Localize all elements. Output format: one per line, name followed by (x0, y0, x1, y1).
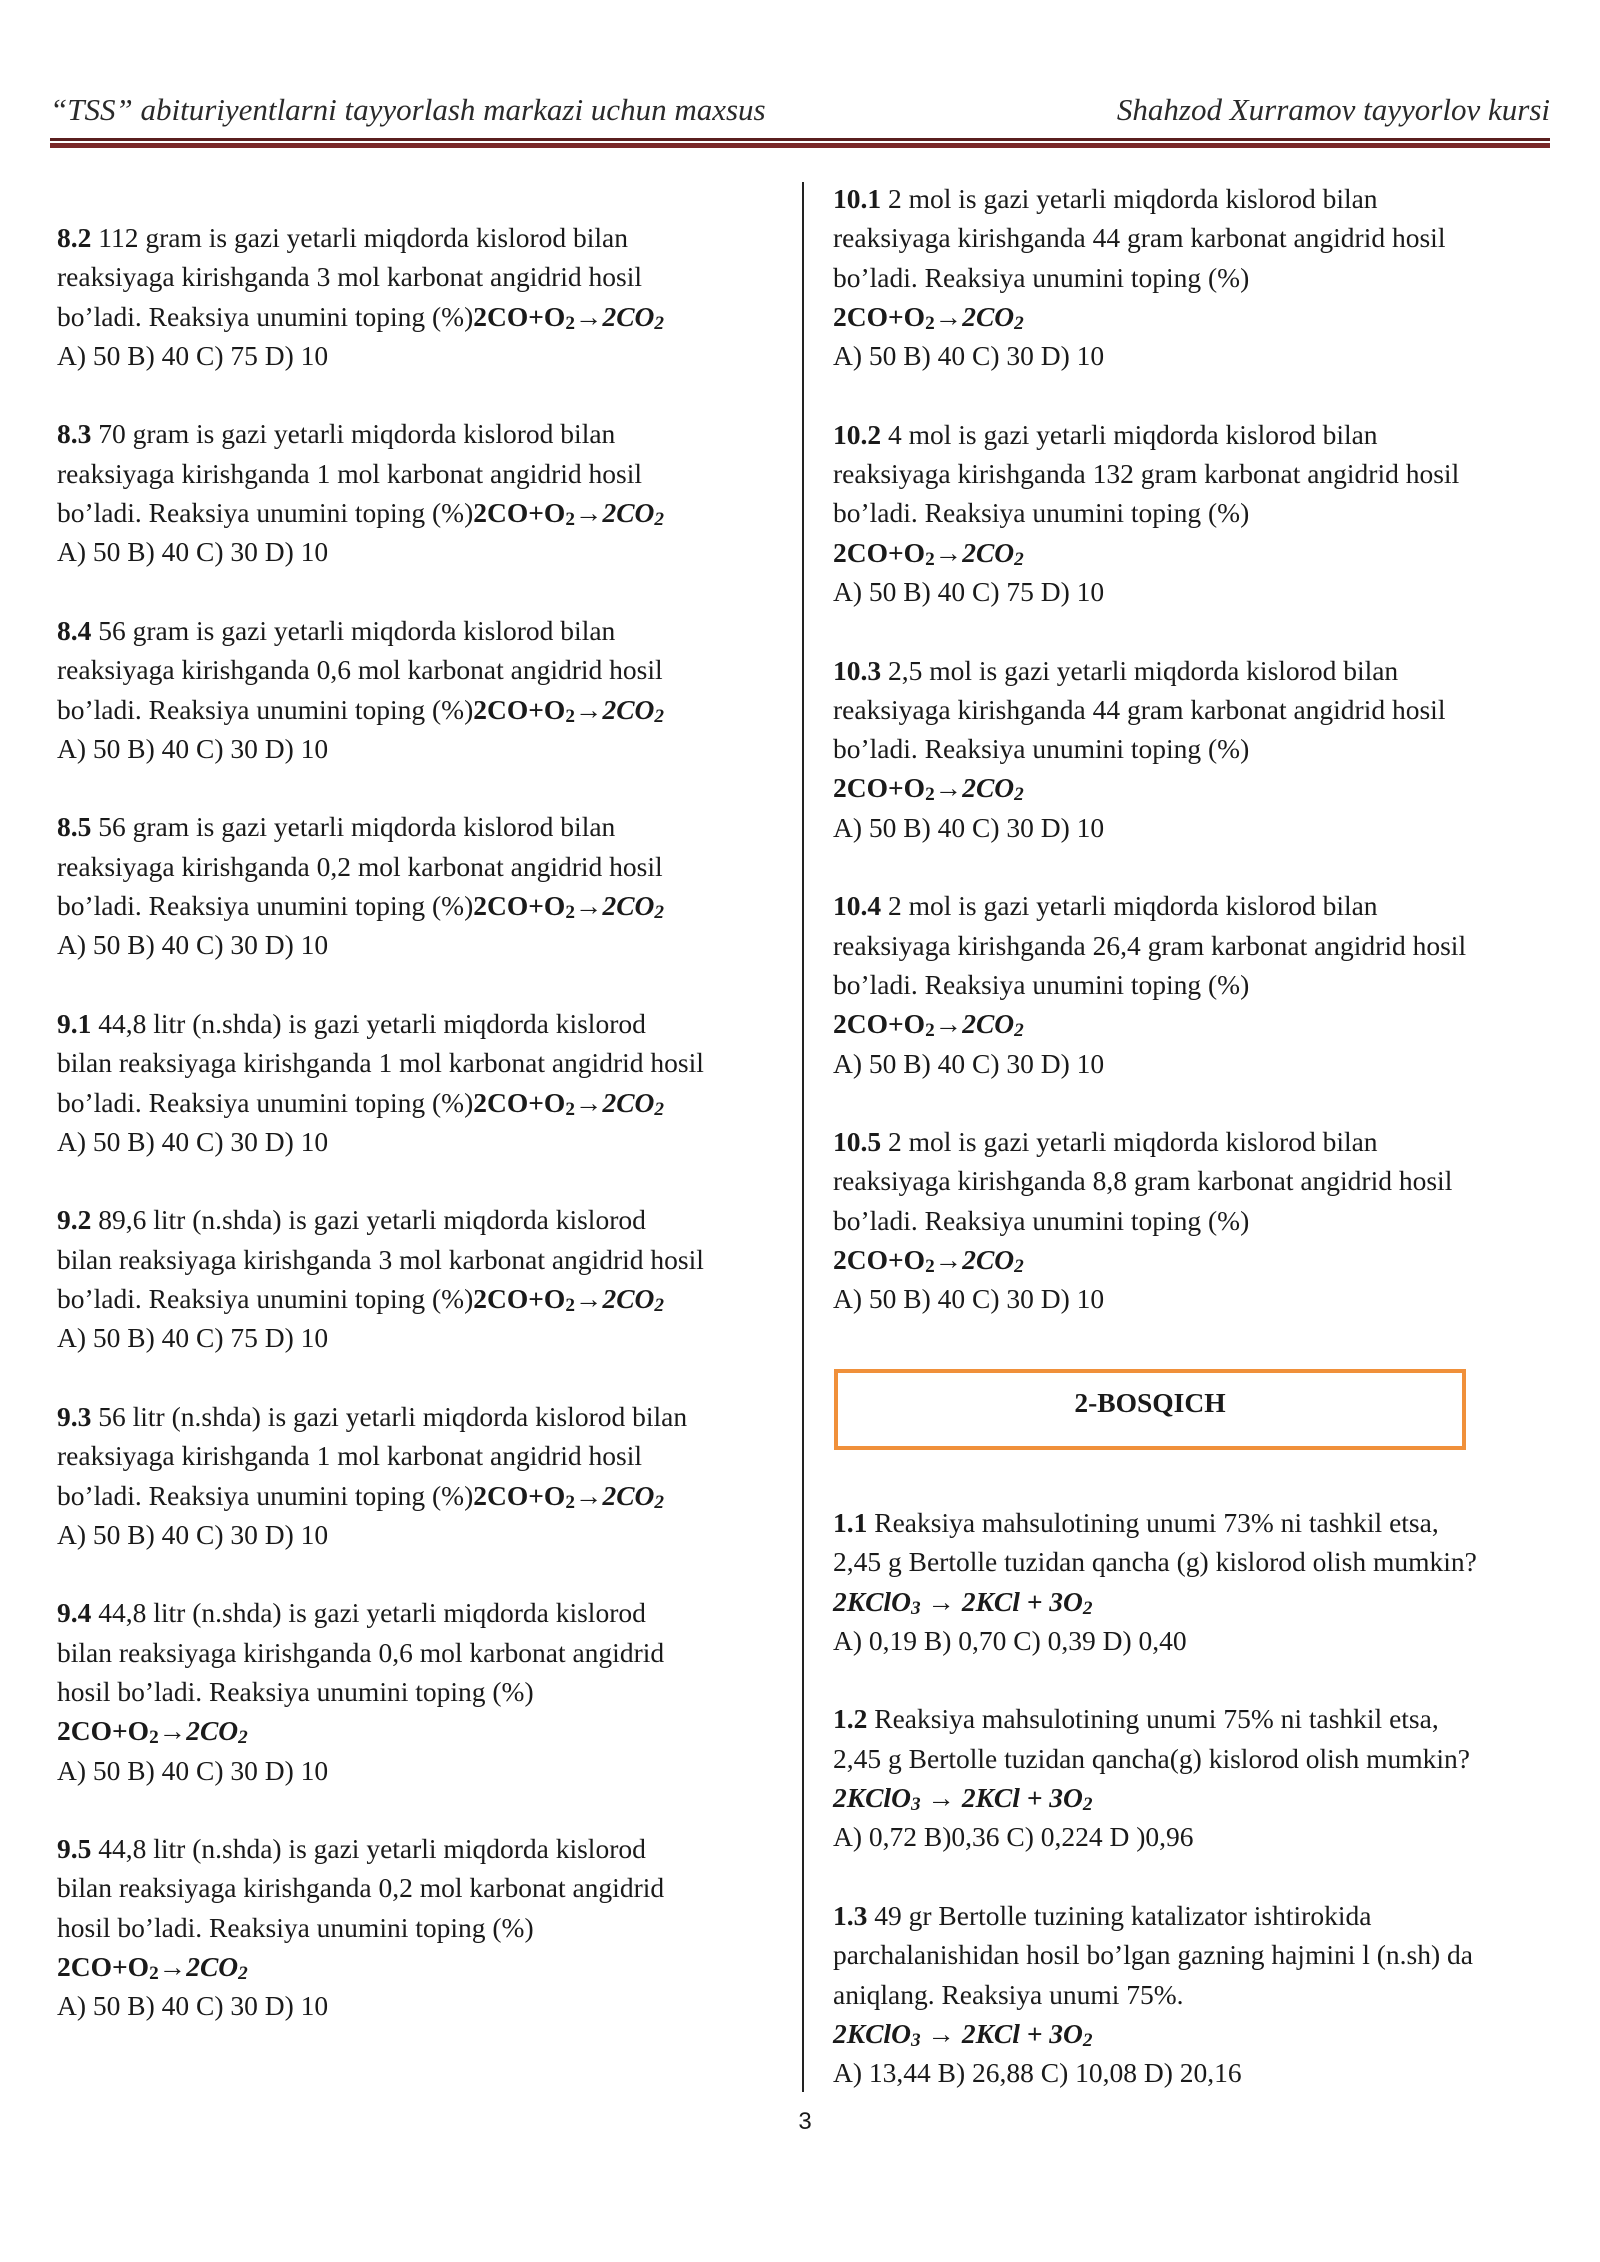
question-text: bo’ladi. Reaksiya unumini toping (%) (57, 300, 474, 332)
equation-line (833, 533, 1553, 572)
equation-rhs: →2CO (934, 1244, 1015, 1276)
header-rule-thin (50, 138, 1550, 141)
equation-rhs-group (575, 890, 664, 921)
equation-rhs-group (159, 1951, 248, 1982)
question-line (833, 1503, 1553, 1542)
equation-lhs: 2CO+O (833, 1008, 926, 1040)
answer-options: A) 50 B) 40 C) 30 D) 10 (833, 1283, 1105, 1315)
question-number: 9.4 (57, 1597, 92, 1629)
question-line (57, 1476, 787, 1515)
question-text: reaksiyaga kirishganda 3 mol karbonat angidrid hosil (57, 261, 642, 293)
question-number: 10.3 (833, 654, 882, 686)
question-text: bo’ladi. Reaksiya unumini toping (%) (833, 968, 1250, 1000)
equation-rhs-group (575, 1283, 664, 1314)
equation-kclo3-group (833, 2018, 1093, 2049)
question-number: 9.2 (57, 1204, 92, 1236)
question-line (833, 1739, 1553, 1778)
equation-rhs: → 2KCl + 3O (920, 2017, 1083, 2049)
question-text: reaksiyaga kirishganda 44 gram karbonat angidrid hosil (833, 222, 1446, 254)
question-text: bilan reaksiyaga kirishganda 1 mol karbonat angidrid hosil (57, 1047, 704, 1079)
equation-sub: 2 (654, 901, 665, 923)
question-text: 2 mol is gazi yetarli miqdorda kislorod bilan (888, 890, 1378, 922)
equation-co (57, 1715, 248, 1749)
equation-lhs: 2CO+O (57, 1715, 150, 1747)
question-item (833, 179, 1553, 375)
equation-co (473, 497, 664, 528)
answer-options: A) 50 B) 40 C) 30 D) 10 (57, 1518, 329, 1550)
equation-sub: 2 (654, 1491, 665, 1513)
question-line (57, 1200, 787, 1239)
equation-lhs: 2CO+O (833, 1244, 926, 1276)
question-line (833, 690, 1553, 729)
equation-sub: 3 (910, 1793, 921, 1815)
equation-line (833, 1778, 1553, 1817)
answer-options: A) 50 B) 40 C) 30 D) 10 (833, 1047, 1105, 1079)
question-line (57, 1593, 787, 1632)
question-number: 1.2 (833, 1703, 868, 1735)
equation-rhs: →2CO (934, 300, 1015, 332)
equation-co (833, 772, 1024, 806)
question-text: reaksiyaga kirishganda 26,4 gram karbonat angidrid hosil (833, 929, 1467, 961)
equation-line (833, 1240, 1553, 1279)
equation-sub: 2 (1082, 1597, 1093, 1619)
question-item (57, 218, 787, 375)
question-line (57, 1397, 787, 1436)
question-line (57, 414, 787, 453)
question-text: 44,8 litr (n.shda) is gazi yetarli miqdorda kislorod (98, 1007, 646, 1039)
equation-co (473, 1283, 664, 1314)
question-text: 49 gr Bertolle tuzining katalizator ishtirokida (874, 1899, 1372, 1931)
question-line (57, 257, 787, 296)
question-text: reaksiyaga kirishganda 0,2 mol karbonat angidrid hosil (57, 850, 663, 882)
equation-line (57, 1947, 787, 1986)
question-line (57, 454, 787, 493)
equation-rhs: →2CO (574, 300, 655, 332)
question-line (57, 1868, 787, 1907)
question-text: bo’ladi. Reaksiya unumini toping (%) (57, 1283, 474, 1315)
question-text: 2 mol is gazi yetarli miqdorda kislorod bilan (888, 1126, 1378, 1158)
question-line (57, 1908, 787, 1947)
equation-sub: 2 (925, 312, 935, 334)
equation-rhs: →2CO (574, 693, 655, 725)
question-item (833, 1699, 1553, 1856)
question-number: 1.1 (833, 1507, 868, 1538)
equation-sub: 3 (910, 1597, 921, 1619)
equation-rhs: →2CO (934, 772, 1015, 804)
answer-options: A) 0,72 B)0,36 C) 0,224 D )0,96 (833, 1821, 1194, 1853)
equation-lhs: 2KClO (833, 2017, 911, 2049)
question-line (833, 1542, 1553, 1581)
question-line (833, 454, 1553, 493)
equation-rhs: →2CO (934, 1008, 1015, 1040)
question-text: 70 gram is gazi yetarli miqdorda kislorod bilan (98, 418, 616, 450)
question-text: bo’ladi. Reaksiya unumini toping (%) (57, 693, 474, 725)
question-line (833, 729, 1553, 768)
equation-co (473, 301, 664, 332)
question-text: bo’ladi. Reaksiya unumini toping (%) (833, 497, 1250, 529)
equation-sub: 2 (925, 548, 935, 570)
equation-rhs: →2CO (574, 1283, 655, 1315)
stage-title: 2-BOSQICH (1074, 1387, 1226, 1418)
stage-questions (833, 1503, 1553, 2132)
question-line (833, 1935, 1553, 1974)
question-line (57, 650, 787, 689)
equation-kclo3 (833, 2018, 1093, 2049)
question-text: Reaksiya mahsulotining unumi 75% ni tashkil etsa, (874, 1703, 1439, 1735)
question-item (57, 807, 787, 964)
answer-options: A) 50 B) 40 C) 30 D) 10 (57, 1990, 329, 2022)
question-item (833, 1896, 1553, 2092)
question-item (57, 1593, 787, 1789)
equation-co (833, 1008, 1024, 1042)
equation-rhs-group (935, 1244, 1024, 1275)
question-number: 10.5 (833, 1126, 882, 1158)
equation-kclo3 (833, 1586, 1093, 1617)
question-text: 56 litr (n.shda) is gazi yetarli miqdorda kislorod bilan (98, 1400, 688, 1432)
question-number: 10.1 (833, 183, 882, 214)
question-line (57, 807, 787, 846)
question-text: 44,8 litr (n.shda) is gazi yetarli miqdorda kislorod (98, 1833, 646, 1865)
question-text: 2,45 g Bertolle tuzidan qancha (g) kislorod olish mumkin? (833, 1546, 1477, 1578)
question-text: 56 gram is gazi yetarli miqdorda kislorod bilan (98, 614, 616, 646)
equation-lhs: 2CO+O (473, 300, 566, 332)
question-line (833, 218, 1553, 257)
equation-sub: 2 (1014, 1020, 1024, 1042)
question-line (833, 965, 1553, 1004)
question-text: 2,45 g Bertolle tuzidan qancha(g) kislorod olish mumkin? (833, 1742, 1470, 1774)
stage-title-box (834, 1369, 1466, 1450)
question-text: bo’ladi. Reaksiya unumini toping (%) (833, 261, 1250, 293)
answer-options: A) 50 B) 40 C) 30 D) 10 (57, 1125, 329, 1157)
question-line (57, 1083, 787, 1122)
question-text: bilan reaksiyaga kirishganda 0,2 mol karbonat angidrid (57, 1872, 665, 1904)
equation-lhs: 2CO+O (473, 890, 566, 922)
equation-rhs: →2CO (574, 1479, 655, 1511)
question-text: 2,5 mol is gazi yetarli miqdorda kislorod bilan (888, 654, 1399, 686)
question-line (57, 1043, 787, 1082)
question-text: reaksiyaga kirishganda 1 mol karbonat angidrid hosil (57, 1440, 642, 1472)
question-line (833, 1122, 1553, 1161)
equation-kclo3-group (833, 1586, 1093, 1617)
equation-sub: 2 (654, 508, 665, 530)
equation-sub: 2 (1014, 1255, 1024, 1277)
question-item (57, 414, 787, 571)
question-number: 8.3 (57, 418, 92, 450)
question-line (833, 651, 1553, 690)
question-line (57, 1633, 787, 1672)
equation-rhs-group (935, 537, 1024, 568)
equation-sub: 2 (565, 1098, 575, 1120)
question-text: Reaksiya mahsulotining unumi 73% ni tashkil etsa, (874, 1507, 1439, 1538)
equation-sub: 2 (565, 705, 575, 727)
question-line (833, 415, 1553, 454)
question-text: bilan reaksiyaga kirishganda 3 mol karbonat angidrid hosil (57, 1243, 704, 1275)
left-column (57, 218, 787, 2065)
question-text: bo’ladi. Reaksiya unumini toping (%) (833, 1204, 1250, 1236)
question-text: hosil bo’ladi. Reaksiya unumini toping (%) (57, 1911, 534, 1943)
question-text: bilan reaksiyaga kirishganda 0,6 mol karbonat angidrid (57, 1636, 665, 1668)
equation-co (833, 537, 1024, 568)
equation-sub: 2 (565, 1491, 575, 1513)
equation-lhs: 2CO+O (833, 772, 926, 804)
question-line (833, 1699, 1553, 1738)
equation-sub: 2 (654, 1294, 665, 1316)
column-divider (802, 182, 804, 2092)
question-text: 56 gram is gazi yetarli miqdorda kislorod bilan (98, 811, 616, 843)
question-line (833, 926, 1553, 965)
question-item (833, 1122, 1553, 1318)
equation-rhs-group (934, 772, 1024, 806)
question-text: 4 mol is gazi yetarli miqdorda kislorod bilan (888, 418, 1378, 450)
header-rule-thick (50, 143, 1550, 148)
answer-options: A) 0,19 B) 0,70 C) 0,39 D) 0,40 (833, 1624, 1187, 1656)
equation-sub: 2 (565, 312, 575, 334)
question-item (57, 1829, 787, 2025)
question-item (57, 611, 787, 768)
equation-sub: 2 (238, 1727, 248, 1749)
equation-sub: 2 (1014, 784, 1024, 806)
question-line (57, 1436, 787, 1475)
question-line (833, 886, 1553, 925)
question-line (833, 1161, 1553, 1200)
equation-co (833, 301, 1024, 332)
question-number: 8.4 (57, 614, 92, 646)
equation-sub: 2 (654, 1098, 665, 1120)
page-header (50, 92, 1550, 138)
question-line (57, 690, 787, 729)
question-line (57, 493, 787, 532)
equation-kclo3-group (833, 1782, 1093, 1813)
answer-options: A) 50 B) 40 C) 30 D) 10 (833, 811, 1105, 843)
equation-rhs: → 2KCl + 3O (920, 1782, 1083, 1814)
equation-sub: 2 (654, 705, 665, 727)
question-line (833, 1975, 1553, 2014)
equation-sub: 2 (925, 1020, 935, 1042)
question-line (57, 297, 787, 336)
question-text: bo’ladi. Reaksiya unumini toping (%) (57, 890, 474, 922)
answer-options: A) 50 B) 40 C) 30 D) 10 (57, 536, 329, 568)
equation-co (473, 1087, 664, 1118)
question-text: bo’ladi. Reaksiya unumini toping (%) (57, 497, 474, 529)
question-text: bo’ladi. Reaksiya unumini toping (%) (57, 1479, 474, 1511)
equation-rhs-group (158, 1715, 248, 1749)
question-line (833, 493, 1553, 532)
question-item (57, 1397, 787, 1554)
equation-rhs: →2CO (158, 1951, 239, 1983)
question-text: 89,6 litr (n.shda) is gazi yetarli miqdorda kislorod (98, 1204, 646, 1236)
equation-sub: 2 (1082, 1793, 1093, 1815)
equation-sub: 3 (910, 2029, 921, 2051)
answer-options: A) 50 B) 40 C) 75 D) 10 (833, 575, 1105, 607)
equation-lhs: 2KClO (833, 1782, 911, 1814)
equation-rhs: →2CO (574, 497, 655, 529)
question-line (833, 179, 1553, 218)
question-number: 1.3 (833, 1899, 868, 1931)
equation-lhs: 2CO+O (473, 1086, 566, 1118)
equation-co (473, 890, 664, 921)
equation-rhs: →2CO (934, 536, 1015, 568)
question-text: reaksiyaga kirishganda 8,8 gram karbonat angidrid hosil (833, 1165, 1453, 1197)
question-line (57, 847, 787, 886)
equation-rhs-group (575, 1480, 664, 1511)
question-line (57, 611, 787, 650)
question-line (57, 1829, 787, 1868)
equation-lhs: 2CO+O (473, 497, 566, 529)
question-text: reaksiyaga kirishganda 44 gram karbonat angidrid hosil (833, 693, 1446, 725)
question-line (57, 886, 787, 925)
question-number: 9.5 (57, 1833, 92, 1865)
question-number: 10.2 (833, 418, 882, 450)
answer-options: A) 50 B) 40 C) 30 D) 10 (57, 732, 329, 764)
equation-sub: 2 (654, 312, 665, 334)
answer-options: A) 13,44 B) 26,88 C) 10,08 D) 20,16 (833, 2057, 1242, 2089)
equation-sub: 2 (149, 1727, 159, 1749)
question-line (57, 218, 787, 257)
question-text: reaksiyaga kirishganda 0,6 mol karbonat angidrid hosil (57, 654, 663, 686)
equation-lhs: 2CO+O (473, 693, 566, 725)
question-line (57, 1004, 787, 1043)
equation-co (473, 1480, 664, 1511)
equation-rhs: →2CO (574, 1086, 655, 1118)
question-number: 10.4 (833, 890, 882, 922)
equation-sub: 2 (1082, 2029, 1093, 2051)
question-line (57, 1240, 787, 1279)
equation-rhs-group (935, 301, 1024, 332)
question-number: 9.1 (57, 1007, 92, 1039)
question-item (833, 1503, 1553, 1660)
equation-rhs-group (575, 1087, 664, 1118)
question-line (57, 1672, 787, 1711)
equation-lhs: 2CO+O (833, 300, 926, 332)
equation-rhs: →2CO (574, 890, 655, 922)
equation-sub: 2 (565, 508, 575, 530)
equation-lhs: 2CO+O (473, 1479, 566, 1511)
question-text: reaksiyaga kirishganda 132 gram karbonat angidrid hosil (833, 458, 1460, 490)
equation-lhs: 2CO+O (57, 1951, 150, 1983)
header-right-title: Shahzod Xurramov tayyorlov kursi (1116, 92, 1550, 127)
question-text: hosil bo’ladi. Reaksiya unumini toping (%) (57, 1675, 534, 1707)
equation-sub: 2 (1014, 548, 1024, 570)
answer-options: A) 50 B) 40 C) 30 D) 10 (57, 929, 329, 961)
equation-rhs-group (575, 694, 664, 725)
equation-sub: 2 (149, 1962, 159, 1984)
equation-lhs: 2CO+O (473, 1283, 566, 1315)
question-item (57, 1004, 787, 1161)
answer-options: A) 50 B) 40 C) 30 D) 10 (833, 340, 1105, 372)
question-number: 8.2 (57, 222, 92, 253)
equation-line (833, 768, 1553, 807)
question-text: 2 mol is gazi yetarli miqdorda kislorod bilan (888, 183, 1378, 214)
answer-options: A) 50 B) 40 C) 75 D) 10 (57, 1322, 329, 1354)
question-line (833, 258, 1553, 297)
question-text: aniqlang. Reaksiya unumi 75%. (833, 1978, 1184, 2010)
question-line (833, 1201, 1553, 1240)
question-line (833, 1896, 1553, 1935)
question-item (833, 886, 1553, 1082)
equation-rhs: →2CO (158, 1715, 239, 1747)
equation-co (57, 1951, 248, 1982)
equation-line (833, 297, 1553, 336)
question-number: 8.5 (57, 811, 92, 843)
page-number: 3 (798, 2108, 812, 2135)
equation-co (473, 694, 664, 725)
equation-lhs: 2CO+O (833, 536, 926, 568)
equation-sub: 2 (1014, 312, 1024, 334)
question-text: bo’ladi. Reaksiya unumini toping (%) (833, 733, 1250, 765)
answer-options: A) 50 B) 40 C) 75 D) 10 (57, 339, 329, 371)
equation-rhs: → 2KCl + 3O (920, 1585, 1083, 1617)
equation-sub: 2 (565, 901, 575, 923)
equation-kclo3 (833, 1782, 1093, 1813)
equation-lhs: 2KClO (833, 1585, 911, 1617)
equation-line (57, 1711, 787, 1750)
equation-sub: 2 (925, 1255, 935, 1277)
right-column (833, 179, 1553, 1358)
question-number: 9.3 (57, 1400, 92, 1432)
question-item (57, 1200, 787, 1357)
equation-line (833, 2014, 1553, 2053)
question-item (833, 651, 1553, 847)
equation-line (833, 1582, 1553, 1621)
question-text: bo’ladi. Reaksiya unumini toping (%) (57, 1086, 474, 1118)
equation-sub: 2 (565, 1294, 575, 1316)
equation-line (833, 1004, 1553, 1043)
equation-rhs-group (934, 1008, 1024, 1042)
equation-sub: 2 (238, 1962, 248, 1984)
question-line (57, 1279, 787, 1318)
answer-options: A) 50 B) 40 C) 30 D) 10 (57, 1754, 329, 1786)
question-text: 112 gram is gazi yetarli miqdorda kislorod bilan (98, 222, 629, 253)
equation-rhs-group (575, 301, 664, 332)
equation-co (833, 1244, 1024, 1275)
header-left-title: “TSS” abituriyentlarni tayyorlash markazi uchun maxsus (50, 92, 766, 127)
equation-sub: 2 (925, 784, 935, 806)
question-text: parchalanishidan hosil bo’lgan gazning hajmini l (n.sh) da (833, 1939, 1473, 1971)
question-item (833, 415, 1553, 611)
question-text: 44,8 litr (n.shda) is gazi yetarli miqdorda kislorod (98, 1597, 646, 1629)
question-text: reaksiyaga kirishganda 1 mol karbonat angidrid hosil (57, 457, 642, 489)
equation-rhs-group (575, 497, 664, 528)
